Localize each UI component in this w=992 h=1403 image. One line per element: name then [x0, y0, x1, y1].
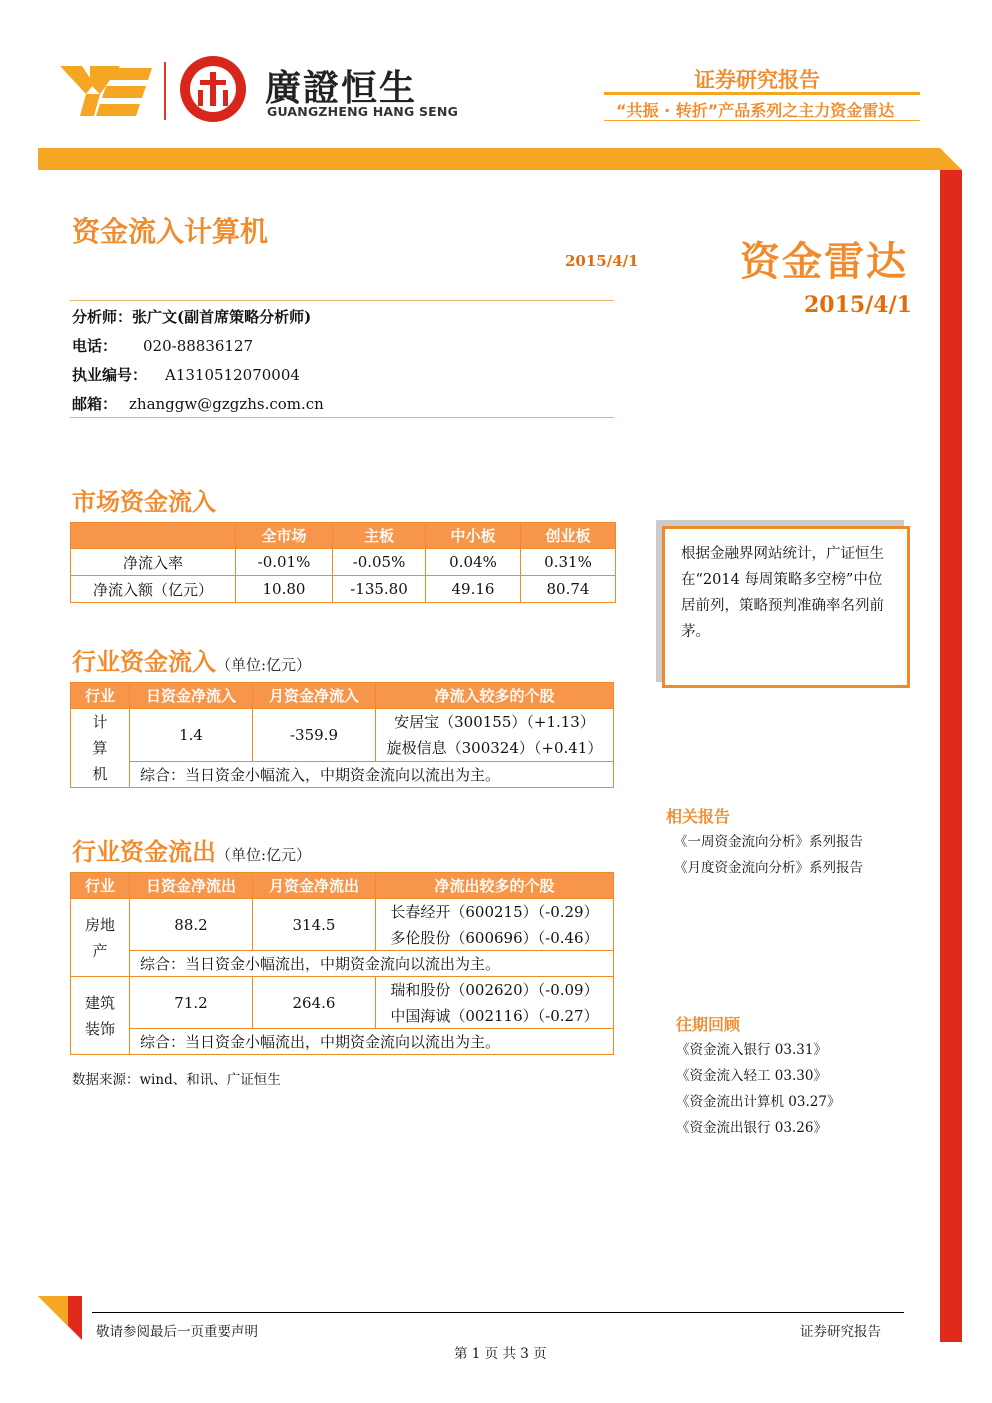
logo-divider	[164, 62, 166, 120]
table-row: 净流入率 -0.01% -0.05% 0.04% 0.31%	[71, 549, 616, 576]
table-row: 综合：当日资金小幅流出，中期资金流向以流出为主。	[71, 951, 614, 977]
table-row: 多伦股份（600696）（-0.46）	[71, 925, 614, 951]
footer-rule	[92, 1312, 904, 1313]
header-band	[38, 148, 962, 170]
page-number: 第 1 页 共 3 页	[454, 1346, 547, 1362]
past-report-link[interactable]: 《资金流入银行 03.31》	[676, 1042, 827, 1058]
data-source: 数据来源：wind、和讯、广证恒生	[72, 1072, 281, 1088]
table-header-row: 行业 日资金净流入 月资金净流入 净流入较多的个股	[71, 683, 614, 709]
table-header-row: 全市场 主板 中小板 创业板	[71, 523, 616, 549]
footer-triangle-icon	[38, 1296, 82, 1340]
header-rule	[604, 92, 920, 95]
footer-report-type: 证券研究报告	[800, 1324, 881, 1340]
seal-logo-icon	[180, 56, 246, 122]
report-date-large: 2015/4/1	[804, 292, 912, 318]
brand-name-en: GUANGZHENG HANG SENG	[267, 104, 459, 119]
market-table	[70, 522, 616, 603]
table-row: 建筑装饰 71.2 264.6 瑞和股份（002620）（-0.09）	[71, 977, 614, 1003]
analyst-row: 分析师：张广文(副首席策略分析师)	[72, 308, 312, 326]
past-reports-heading: 往期回顾	[676, 1015, 741, 1034]
phone-value: 020-88836127	[143, 337, 254, 355]
outflow-table	[70, 872, 614, 1055]
radar-title: 资金雷达	[740, 239, 908, 285]
series-label: “共振 · 转折”产品系列之主力资金雷达	[616, 101, 895, 120]
report-date: 2015/4/1	[565, 252, 639, 270]
past-report-link[interactable]: 《资金流出银行 03.26》	[676, 1120, 827, 1136]
unit-label: （单位:亿元）	[216, 656, 312, 674]
report-type-label: 证券研究报告	[694, 68, 820, 92]
brand-name-cn: 廣證恒生	[265, 68, 418, 109]
inflow-table	[70, 682, 614, 788]
table-row: 综合：当日资金小幅流入，中期资金流向以流出为主。	[71, 761, 614, 787]
email-row: 邮箱： zhanggw@gzgzhs.com.cn	[72, 395, 324, 413]
related-report-link[interactable]: 《一周资金流向分析》系列报告	[674, 834, 863, 850]
table-header-row: 行业 日资金净流出 月资金净流出 净流出较多的个股	[71, 873, 614, 899]
table-row: 计算机 1.4 -359.9 安居宝（300155）（+1.13）	[71, 709, 614, 735]
footer-disclaimer: 敬请参阅最后一页重要声明	[96, 1324, 258, 1340]
past-report-link[interactable]: 《资金流入轻工 03.30》	[676, 1068, 827, 1084]
highlight-box	[662, 526, 910, 688]
related-reports-heading: 相关报告	[666, 807, 731, 826]
divider	[70, 417, 614, 418]
past-report-link[interactable]: 《资金流出计算机 03.27》	[676, 1094, 841, 1110]
divider	[70, 300, 614, 301]
inflow-section-title: 行业资金流入（单位:亿元）	[72, 647, 312, 676]
email-link[interactable]: zhanggw@gzgzhs.com.cn	[129, 395, 324, 413]
market-section-title: 市场资金流入	[72, 487, 216, 516]
outflow-section-title: 行业资金流出（单位:亿元）	[72, 837, 312, 866]
company-logo-icon	[60, 60, 152, 120]
page-title: 资金流入计算机	[72, 215, 269, 248]
side-red-bar	[940, 170, 962, 1342]
analyst-name: 张广文(副首席策略分析师)	[132, 308, 312, 326]
license-value: A1310512070004	[165, 366, 300, 384]
table-row: 中国海诚（002116）（-0.27）	[71, 1003, 614, 1029]
header-rule	[604, 120, 920, 121]
table-row: 房地产 88.2 314.5 长春经开（600215）（-0.29）	[71, 899, 614, 925]
license-row: 执业编号： A1310512070004	[72, 366, 300, 384]
phone-row: 电话： 020-88836127	[72, 337, 254, 355]
highlight-text: 根据金融界网站统计，广证恒生在“2014 每周策略多空榜”中位居前列，策略预判准确率名列前茅。	[681, 546, 884, 640]
table-row: 净流入额（亿元） 10.80 -135.80 49.16 80.74	[71, 576, 616, 603]
unit-label: （单位:亿元）	[216, 846, 312, 864]
related-report-link[interactable]: 《月度资金流向分析》系列报告	[674, 860, 863, 876]
table-row: 旋极信息（300324）（+0.41）	[71, 735, 614, 761]
table-row: 综合：当日资金小幅流出，中期资金流向以流出为主。	[71, 1029, 614, 1055]
